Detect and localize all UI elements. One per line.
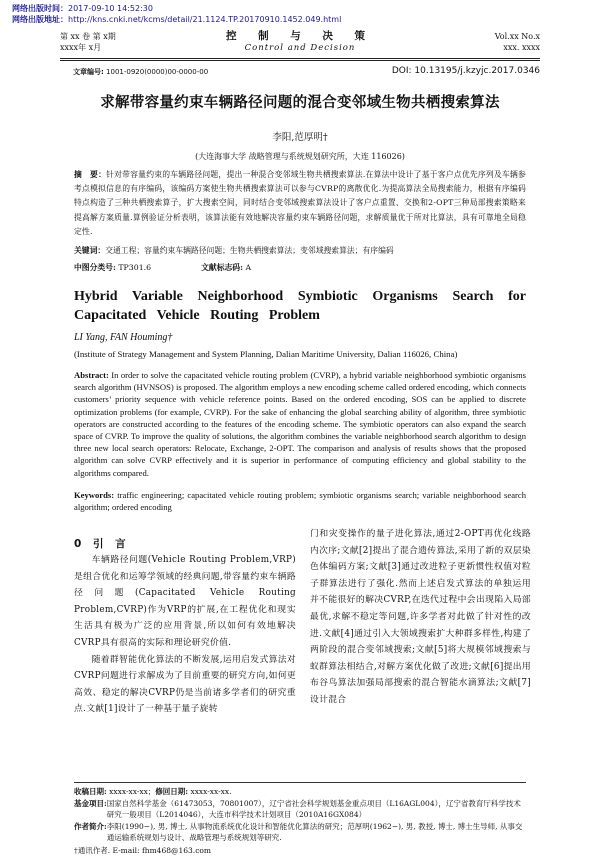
publication-info [12,3,341,25]
revised-label: 修回日期: [155,787,189,796]
affiliation-en: (Institute of Strategy Management and System Planning, Dalian Maritime University, Dalian 116026, China) [74,349,458,359]
doc-code-value: A [243,263,252,272]
fund-label: 基金项目: [74,798,107,808]
authors-en: LI Yang, FAN Houming† [74,332,173,343]
footnotes [74,786,526,844]
article-number-value: 1001-0920(0000)00-0000-00 [103,68,209,76]
title-cn: 求解带容量约束车辆路径问题的混合变邻域生物共栖搜索算法 [100,95,500,111]
revised-value: xxxx-xx-xx. [188,787,232,796]
volume-issue-en: Vol.xx No.x [494,32,540,41]
received-label: 收稿日期: [74,787,107,796]
section-heading-introduction: 0 引 言 [74,538,130,550]
year-month-cn: xxxx年 x月 [60,43,102,52]
journal-name-cn: 控 制 与 决 策 [225,30,375,42]
abstract-en-text: In order to solve the capacitated vehicle routing problem (CVRP), a hybrid variable neighborhood symbiotic organisms search algorithm (HVNSOS) is proposed. The algorithm employs a new encoding scheme called ordered encoding, which connects customers’ priority sequence with vehicle reference points. Based on the ordered encoding, SOS can be applied to discrete optimization problems (for example, CVRP). For the sake of enhancing the global searching ability of algorithm, three symbiotic operators are constructed according to the features of the encoding scheme. The symbiotic operators can also expand the search space of CVRP. To improve the quality of solutions, the algorithm combines the variable neighborhood search algorithm to design three new local search operators: Relocate, Exchange, 2-OPT. The comparison and analysis of results shows that the proposed algorithm can solve CVRP effectively and it is superior in performance of computing efficiency and global stability to the algorithms compared. [74,370,527,478]
pub-url-label: 网络出版地址： [12,15,68,24]
intro-paragraph: 随着群智能优化算法的不断发展,运用启发式算法对CVRP问题进行求解成为了目前重要的研究方向,如何更高效、稳定的解决CVRP仍是当前诸多学者们的研究重点.文献[1]设计了一种基于量子旋转 [74,654,296,715]
doc-code-label: 文献标志码: [201,263,243,272]
received-value: xxxx-xx-xx； [106,787,156,796]
affiliation-cn: (大连海事大学 战略管理与系统规划研究所，大连 116026) [195,152,405,161]
clc-value: TP301.6 [115,263,152,272]
classification-line [74,262,251,273]
bio-label: 作者简介: [74,821,107,831]
doi[interactable]: DOI: 10.13195/j.kzyjc.2017.0346 [391,66,540,76]
keywords-en-label: Keywords: [74,490,115,500]
abstract-en-label: Abstract: [74,370,109,380]
article-number [73,67,208,77]
keywords-cn-label: 关键词： [74,246,106,255]
header-rule-thin [60,60,540,61]
bio-value: 李阳(1990−), 男, 博士, 从事物流系统优化设计和智能优化算法的研究；范厚明(1962−), 男, 教授, 博士, 博士生导师, 从事交通运输系统规划与设计、战略管理与系统规划等研究. [106,821,523,843]
keywords-en [74,489,526,513]
authors-cn: 李阳,范厚明† [272,132,328,143]
corresponding-author: †通讯作者. E-mail: fhm468@163.com [74,846,212,855]
abstract-cn [74,168,526,239]
journal-volume-en [495,31,540,53]
intro-paragraph-continued: 门和灾变操作的量子进化算法,通过2-OPT再优化线路内次序;文献[2]提出了混合遗传算法,采用了新的双层染色体编码方案;文献[3]通过改进粒子更新惯性权值对粒子群算法进行了强化.然而上述启发式算法的单独运用并不能很好的解决CVRP,在迭代过程中会出现陷入局部最优,求解不稳定等问题,许多学者对此做了针对性的改进.文献[4]通过引入大领域搜索扩大种群多样性,构建了两阶段的混合变邻域搜索;文献[5]将大规模邻域搜索与蚁群算法相结合,对解方案优化做了改进;文献[6]提出用布谷鸟算法加强局部搜索的混合智能水滴算法;文献[7]设计混合 [310,529,531,705]
clc-label: 中图分类号: [74,263,116,272]
fund-footnote [74,798,526,821]
pub-time-label: 网络出版时间： [12,4,68,13]
article-number-label: 文章编号: [73,68,104,76]
keywords-en-text: traffic engineering; capacitated vehicle routing problem; symbiotic organisms search; variable neighborhood search algorithm; ordered encoding [74,490,526,513]
keywords-cn [74,245,526,257]
journal-name [60,30,540,54]
journal-header [60,31,540,56]
dates-footnote [74,786,526,798]
abstract-cn-label: 摘 要： [74,170,107,179]
pub-url-value[interactable]: http://kns.cnki.net/kcms/detail/21.1124.TP.20170910.1452.049.html [68,15,342,24]
abstract-en [74,369,526,479]
bio-footnote [74,821,526,844]
volume-issue-cn: 第 xx 卷 第 x期 [60,32,116,41]
keywords-cn-text: 交通工程；容量约束车辆路径问题；生物共栖搜索算法；变邻域搜索算法；有序编码 [105,246,394,255]
fund-value: 国家自然科学基金（61473053，70801007），辽宁省社会科学规划基金重点项目（L16AGL004），辽宁省教育厅科学技术研究一般项目（L2014046），大连市科学技术计划项目（2010A16GX084） [106,798,521,820]
title-en: Hybrid Variable Neighborhood Symbiotic Organisms Search for Capacitated Vehicle Routing Problem [74,289,526,323]
intro-left-column [74,552,296,718]
footnote-rule [74,782,526,783]
year-month-en: xxx. xxxx [503,43,540,52]
intro-right-column [310,526,531,709]
journal-name-en: Control and Decision [244,43,356,53]
intro-paragraph: 车辆路径问题(Vehicle Routing Problem,VRP)是组合优化和运筹学领域的经典问题,带容量约束车辆路径问题(Capacitated Vehicle Routing Problem,CVRP)作为VRP的扩展,在工程优化和现实生活具有极为广泛的应用背景,所以如何有效地解决CVRP具有很高的实际和理论研究价值. [74,555,296,648]
header-rule-thick [60,58,540,59]
pub-time-value: 2017-09-10 14:52:30 [68,4,153,13]
abstract-cn-text: 针对带容量约束的车辆路径问题，提出一种混合变邻域生物共栖搜索算法.在算法中设计了基于客户点优先序列及车辆参考点模拟信息的有序编码，该编码方案使生物共栖搜索算法可以参与CVRP的离散优化.为提高算法全局搜索能力，根据有序编码特点构造了三种共栖搜索算子，扩大搜索空间，同时结合变邻域搜索算法设计了客户点重置、交换和2-OPT三种局部搜索策略来提高解方案质量.算例验证分析表明，该算法能有效地解决容量约束车辆路径问题，求解质量优于所对比算法，具有可靠地全局稳定性. [74,170,526,236]
